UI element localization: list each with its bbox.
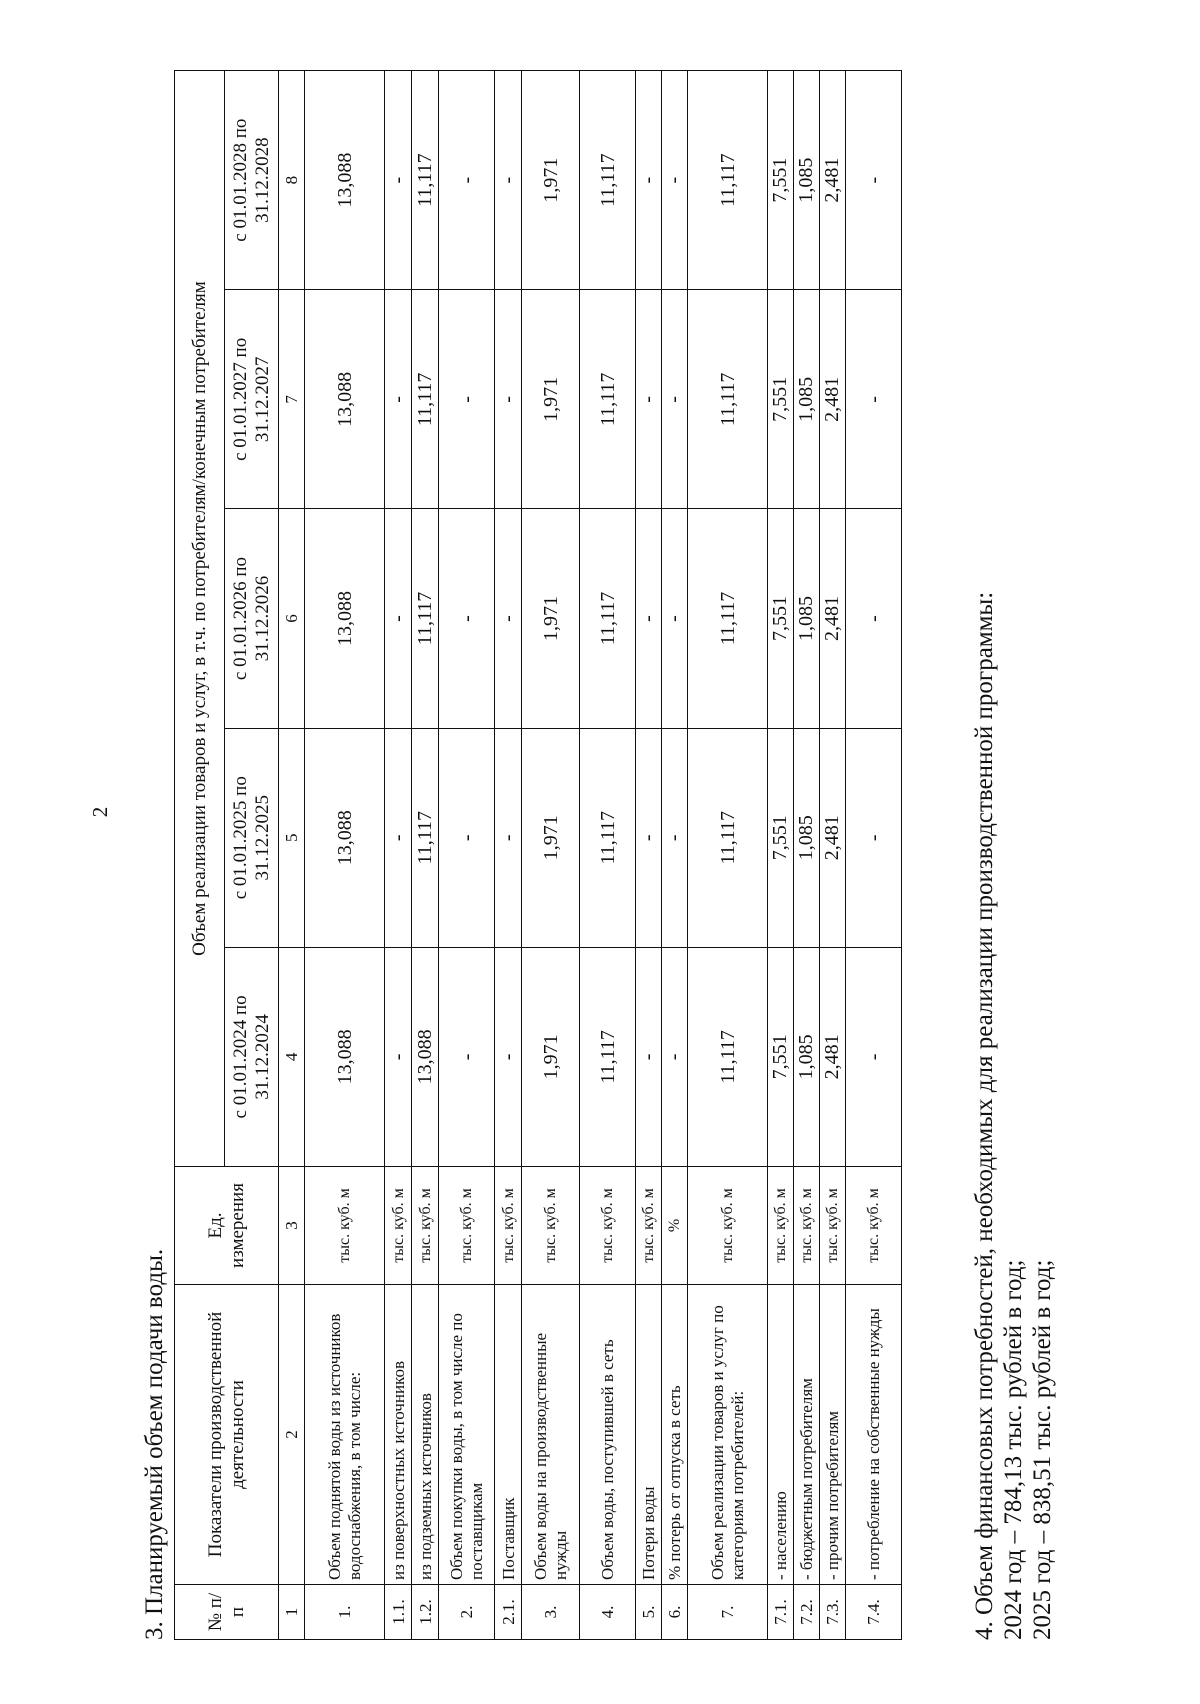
row-indicator: - бюджетным потребителям (794, 1285, 820, 1585)
section-3-title: 3. Планируемый объем подачи воды. (141, 1248, 168, 1640)
row-value: - (385, 71, 412, 290)
row-value: 13,088 (412, 947, 439, 1166)
row-value: 1,085 (794, 509, 820, 728)
row-value: - (636, 71, 662, 290)
row-unit: тыс. куб. м (794, 1167, 820, 1285)
table-row (636, 71, 662, 1640)
header-period: с 01.01.2024 по 31.12.2024 (225, 947, 279, 1166)
table-row (846, 71, 902, 1640)
row-value: 13,088 (305, 947, 385, 1166)
row-value: 1,971 (522, 509, 580, 728)
row-value: 2,481 (820, 509, 846, 728)
row-unit: тыс. куб. м (846, 1167, 902, 1285)
table-row (412, 71, 439, 1640)
table-row (768, 71, 794, 1640)
section-4 (970, 592, 1057, 1640)
row-indicator: Объем поднятой воды из источников водоснабжения, в том числе: (305, 1285, 385, 1585)
row-value: 1,085 (794, 290, 820, 509)
row-number: 5. (636, 1585, 662, 1640)
row-indicator: Объем реализации товаров и услуг по категориям потребителей: (688, 1285, 768, 1585)
row-number: 1.2. (412, 1585, 439, 1640)
row-value: - (495, 947, 522, 1166)
row-indicator: Объем покупки воды, в том числе по поставщикам (439, 1285, 495, 1585)
row-value: - (439, 947, 495, 1166)
row-number: 2.1. (495, 1585, 522, 1640)
row-value: - (385, 290, 412, 509)
row-value: 13,088 (305, 728, 385, 947)
row-value: 11,117 (580, 509, 636, 728)
row-unit: тыс. куб. м (580, 1167, 636, 1285)
table-row (580, 71, 636, 1640)
row-value: 1,971 (522, 71, 580, 290)
row-value: 11,117 (688, 290, 768, 509)
row-value: 7,551 (768, 947, 794, 1166)
row-value: 1,085 (794, 947, 820, 1166)
row-value: 7,551 (768, 290, 794, 509)
row-unit: % (662, 1167, 688, 1285)
row-value: - (662, 71, 688, 290)
section-4-title: 4. Объем финансовых потребностей, необходимых для реализации производственной программы: (971, 591, 998, 1640)
row-value: 11,117 (688, 509, 768, 728)
column-index: 4 (279, 947, 305, 1166)
column-index: 8 (279, 71, 305, 290)
row-value: - (385, 509, 412, 728)
row-value: - (846, 947, 902, 1166)
row-unit: тыс. куб. м (385, 1167, 412, 1285)
row-value: - (636, 290, 662, 509)
financial-need-2024: 2024 год – 784,13 тыс. рублей в год; (1000, 1259, 1027, 1640)
row-value: 11,117 (580, 71, 636, 290)
row-value: 2,481 (820, 728, 846, 947)
row-number: 7. (688, 1585, 768, 1640)
table-row (439, 71, 495, 1640)
row-value: - (846, 509, 902, 728)
row-value: - (385, 947, 412, 1166)
row-indicator: из подземных источников (412, 1285, 439, 1585)
row-value: - (662, 290, 688, 509)
row-value: - (495, 728, 522, 947)
row-indicator: - прочим потребителям (820, 1285, 846, 1585)
row-value: - (662, 728, 688, 947)
row-value: 11,117 (580, 728, 636, 947)
row-indicator: из поверхностных источников (385, 1285, 412, 1585)
row-unit: тыс. куб. м (305, 1167, 385, 1285)
row-value: 1,085 (794, 728, 820, 947)
row-value: - (439, 728, 495, 947)
row-value: 11,117 (412, 71, 439, 290)
row-value: - (662, 947, 688, 1166)
water-supply-table (174, 70, 902, 1640)
table-row (794, 71, 820, 1640)
header-indicator: Показатели производственной деятельности (175, 1285, 279, 1585)
row-value: 11,117 (580, 290, 636, 509)
row-number: 3. (522, 1585, 580, 1640)
row-value: 1,971 (522, 290, 580, 509)
row-unit: тыс. куб. м (688, 1167, 768, 1285)
row-number: 2. (439, 1585, 495, 1640)
row-indicator: - потребление на собственные нужды (846, 1285, 902, 1585)
column-index: 1 (279, 1585, 305, 1640)
row-unit: тыс. куб. м (522, 1167, 580, 1285)
table-row (662, 71, 688, 1640)
page-number: 2 (88, 806, 112, 818)
row-number: 7.4. (846, 1585, 902, 1640)
table-row (385, 71, 412, 1640)
row-value: 2,481 (820, 71, 846, 290)
row-number: 1.1. (385, 1585, 412, 1640)
table-row (305, 71, 385, 1640)
row-indicator: Поставщик (495, 1285, 522, 1585)
row-value: - (439, 71, 495, 290)
row-unit: тыс. куб. м (768, 1167, 794, 1285)
row-unit: тыс. куб. м (636, 1167, 662, 1285)
row-value: 2,481 (820, 290, 846, 509)
rotated-page-content (140, 70, 1080, 1640)
row-value: 13,088 (305, 71, 385, 290)
row-value: - (495, 71, 522, 290)
row-value: - (495, 509, 522, 728)
header-unit: Ед. измерения (175, 1167, 279, 1285)
row-value: 11,117 (412, 728, 439, 947)
row-indicator: - населению (768, 1285, 794, 1585)
row-value: 11,117 (412, 290, 439, 509)
row-value: - (439, 290, 495, 509)
row-number: 7.1. (768, 1585, 794, 1640)
row-unit: тыс. куб. м (820, 1167, 846, 1285)
table-row (522, 71, 580, 1640)
row-value: - (636, 509, 662, 728)
row-number: 4. (580, 1585, 636, 1640)
row-value: - (636, 947, 662, 1166)
row-number: 1. (305, 1585, 385, 1640)
row-value: - (636, 728, 662, 947)
row-indicator: % потерь от отпуска в сеть (662, 1285, 688, 1585)
row-unit: тыс. куб. м (439, 1167, 495, 1285)
header-sales-volume: Объем реализации товаров и услуг, в т.ч. по потребителям/конечным потребителям (175, 71, 225, 1167)
row-value: 2,481 (820, 947, 846, 1166)
row-indicator: Объем воды, поступившей в сеть (580, 1285, 636, 1585)
row-value: 11,117 (580, 947, 636, 1166)
row-value: 11,117 (688, 71, 768, 290)
table-row (820, 71, 846, 1640)
row-value: 1,971 (522, 728, 580, 947)
table-row (688, 71, 768, 1640)
header-period: с 01.01.2028 по 31.12.2028 (225, 71, 279, 290)
row-value: - (439, 509, 495, 728)
row-value: 1,971 (522, 947, 580, 1166)
row-value: 11,117 (688, 728, 768, 947)
row-unit: тыс. куб. м (495, 1167, 522, 1285)
row-number: 7.2. (794, 1585, 820, 1640)
row-value: 13,088 (305, 509, 385, 728)
column-index: 5 (279, 728, 305, 947)
header-period: с 01.01.2025 по 31.12.2025 (225, 728, 279, 947)
header-period: с 01.01.2026 по 31.12.2026 (225, 509, 279, 728)
row-value: 7,551 (768, 71, 794, 290)
column-index: 7 (279, 290, 305, 509)
row-value: - (385, 728, 412, 947)
column-index: 3 (279, 1167, 305, 1285)
table-row (495, 71, 522, 1640)
column-index: 2 (279, 1285, 305, 1585)
row-value: 7,551 (768, 509, 794, 728)
row-value: - (662, 509, 688, 728)
header-period: с 01.01.2027 по 31.12.2027 (225, 290, 279, 509)
row-value: - (846, 728, 902, 947)
row-value: - (846, 290, 902, 509)
row-value: 1,085 (794, 71, 820, 290)
row-number: 7.3. (820, 1585, 846, 1640)
row-value: 11,117 (688, 947, 768, 1166)
header-number: № п/п (175, 1585, 279, 1640)
row-value: 7,551 (768, 728, 794, 947)
row-value: - (495, 290, 522, 509)
row-number: 6. (662, 1585, 688, 1640)
financial-need-2025: 2025 год – 838,51 тыс. рублей в год; (1029, 1259, 1056, 1640)
row-value: 13,088 (305, 290, 385, 509)
row-unit: тыс. куб. м (412, 1167, 439, 1285)
column-index: 6 (279, 509, 305, 728)
row-value: - (846, 71, 902, 290)
row-value: 11,117 (412, 509, 439, 728)
row-indicator: Объем воды на производственные нужды (522, 1285, 580, 1585)
row-indicator: Потери воды (636, 1285, 662, 1585)
